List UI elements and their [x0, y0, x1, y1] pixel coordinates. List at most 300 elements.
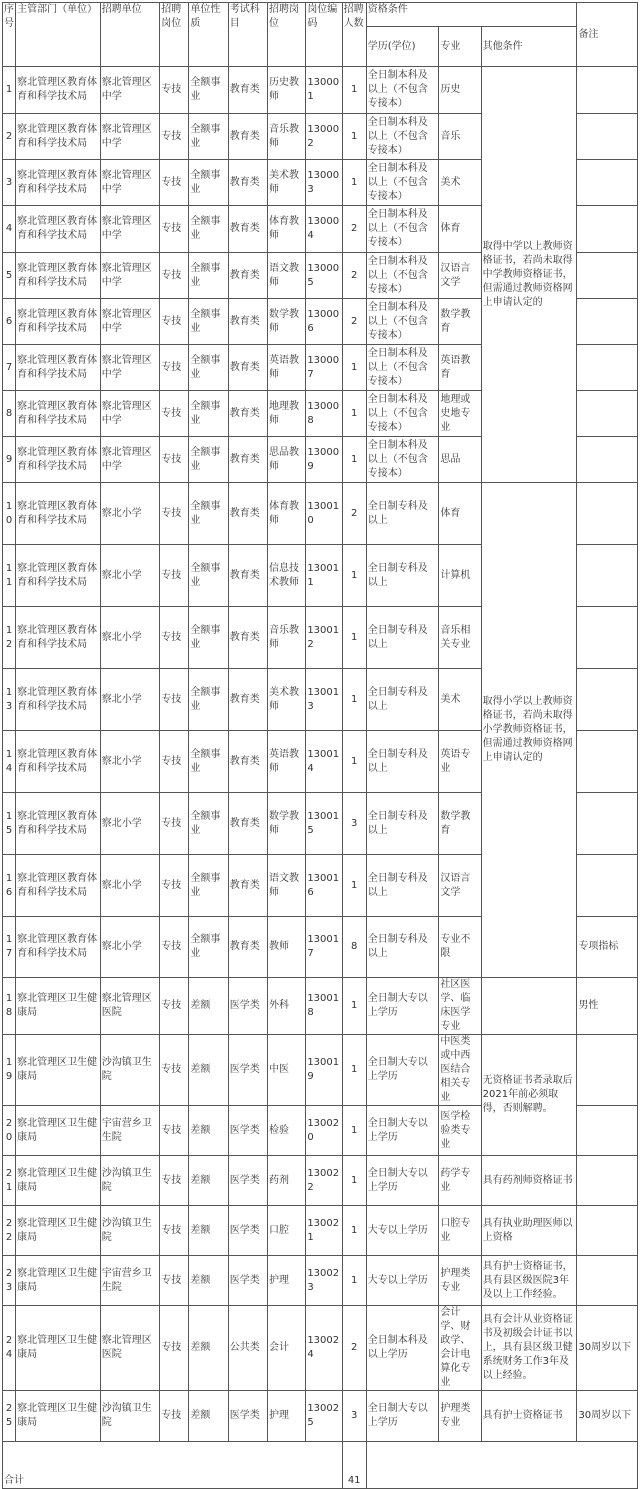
cell-unit: 宇宙营乡卫生院 [100, 1256, 159, 1306]
cell-seq: 20 [3, 1106, 16, 1156]
cell-major: 英语教育 [439, 345, 481, 391]
cell-dept: 察北管理区教育体育和科学技术局 [16, 67, 101, 114]
cell-note: 30周岁以下 [577, 1391, 638, 1442]
cell-major: 计算机 [439, 545, 481, 607]
cell-count: 1 [342, 437, 366, 483]
cell-subject: 医学类 [228, 1156, 267, 1206]
cell-type: 专技 [160, 917, 189, 978]
cell-major: 社区医学、临床医学专业 [439, 978, 481, 1035]
cell-subject: 教育类 [228, 607, 267, 669]
cell-unit: 察北管理区中学 [100, 114, 159, 160]
cell-count: 1 [342, 978, 366, 1035]
cell-unit: 察北管理区中学 [100, 345, 159, 391]
cell-code: 130014 [306, 731, 342, 793]
cell-major: 汉语言文学 [439, 855, 481, 917]
cell-nature: 全额事业 [189, 67, 228, 114]
table-row [3, 67, 638, 114]
cell-edu: 全日制专科及以上 [366, 545, 439, 607]
cell-type: 专技 [160, 669, 189, 731]
cell-edu: 全日制专科及以上 [366, 793, 439, 855]
cell-other-conditions: 具有护士资格证书 [481, 1391, 577, 1442]
cell-type: 专技 [160, 437, 189, 483]
cell-edu: 全日制本科及以上（不包含专接本） [366, 437, 439, 483]
cell-type: 专技 [160, 607, 189, 669]
cell-post: 英语教师 [268, 731, 306, 793]
cell-seq: 23 [3, 1256, 16, 1306]
cell-code: 130013 [306, 669, 342, 731]
total-label: 合计 [3, 1442, 343, 1489]
cell-count: 3 [342, 1391, 366, 1442]
cell-unit: 沙沟镇卫生院 [100, 1391, 159, 1442]
table-row [3, 1206, 638, 1256]
cell-unit: 察北管理区中学 [100, 160, 159, 206]
cell-type: 专技 [160, 1035, 189, 1106]
cell-unit: 察北小学 [100, 731, 159, 793]
cell-subject: 医学类 [228, 1391, 267, 1442]
cell-edu: 全日制本科及以上（不包含专接本） [366, 391, 439, 437]
cell-note [577, 1256, 638, 1306]
cell-nature: 全额事业 [189, 253, 228, 299]
table-row [3, 1391, 638, 1442]
cell-subject: 教育类 [228, 437, 267, 483]
cell-nature: 全额事业 [189, 299, 228, 345]
cell-nature: 全额事业 [189, 793, 228, 855]
cell-subject: 教育类 [228, 483, 267, 545]
cell-type: 专技 [160, 67, 189, 114]
cell-nature: 全额事业 [189, 437, 228, 483]
cell-count: 1 [342, 1206, 366, 1256]
cell-dept: 察北管理区教育体育和科学技术局 [16, 545, 101, 607]
cell-nature: 全额事业 [189, 917, 228, 978]
cell-nature: 全额事业 [189, 345, 228, 391]
cell-seq: 9 [3, 437, 16, 483]
cell-dept: 察北管理区教育体育和科学技术局 [16, 206, 101, 253]
cell-edu: 全日制本科及以上（不包含专接本） [366, 114, 439, 160]
cell-code: 130008 [306, 391, 342, 437]
cell-post: 护理 [268, 1256, 306, 1306]
cell-post: 音乐教师 [268, 607, 306, 669]
cell-major: 美术 [439, 160, 481, 206]
header-edu: 学历(学位) [366, 27, 439, 67]
cell-code: 130005 [306, 253, 342, 299]
cell-dept: 察北管理区卫生健康局 [16, 1256, 101, 1306]
cell-seq: 21 [3, 1156, 16, 1206]
cell-post: 体育教师 [268, 206, 306, 253]
cell-note [577, 669, 638, 731]
cell-major: 数学教育 [439, 299, 481, 345]
cell-code: 130009 [306, 437, 342, 483]
cell-subject: 教育类 [228, 669, 267, 731]
cell-code: 130001 [306, 67, 342, 114]
cell-dept: 察北管理区教育体育和科学技术局 [16, 483, 101, 545]
cell-type: 专技 [160, 545, 189, 607]
cell-type: 专技 [160, 1106, 189, 1156]
cell-code: 130023 [306, 1256, 342, 1306]
cell-dept: 察北管理区教育体育和科学技术局 [16, 299, 101, 345]
cell-nature: 全额事业 [189, 114, 228, 160]
header-subject: 考试科目 [228, 3, 267, 67]
cell-post: 语文教师 [268, 855, 306, 917]
cell-major: 美术 [439, 669, 481, 731]
cell-seq: 24 [3, 1306, 16, 1391]
cell-edu: 大专以上学历 [366, 1256, 439, 1306]
cell-type: 专技 [160, 1391, 189, 1442]
cell-nature: 差额 [189, 1306, 228, 1391]
cell-dept: 察北管理区教育体育和科学技术局 [16, 391, 101, 437]
cell-unit: 察北管理区中学 [100, 299, 159, 345]
cell-unit: 察北管理区中学 [100, 206, 159, 253]
cell-subject: 教育类 [228, 731, 267, 793]
cell-edu: 全日制专科及以上 [366, 731, 439, 793]
cell-count: 1 [342, 1156, 366, 1206]
cell-unit: 察北管理区中学 [100, 391, 159, 437]
cell-edu: 全日制专科及以上 [366, 917, 439, 978]
header-qualifications: 资格条件 [366, 3, 577, 27]
cell-note [577, 67, 638, 114]
cell-code: 130022 [306, 1156, 342, 1206]
cell-count: 2 [342, 1306, 366, 1391]
cell-edu: 全日制大专以上学历 [366, 1035, 439, 1106]
cell-seq: 13 [3, 669, 16, 731]
cell-post: 历史教师 [268, 67, 306, 114]
cell-code: 130024 [306, 1306, 342, 1391]
cell-unit: 沙沟镇卫生院 [100, 1156, 159, 1206]
header-major: 专业 [439, 27, 481, 67]
cell-count: 1 [342, 731, 366, 793]
header-post-type: 招聘岗位 [160, 3, 189, 67]
cell-subject: 教育类 [228, 160, 267, 206]
cell-seq: 25 [3, 1391, 16, 1442]
cell-dept: 察北管理区卫生健康局 [16, 1156, 101, 1206]
cell-dept: 察北管理区教育体育和科学技术局 [16, 917, 101, 978]
cell-count: 2 [342, 299, 366, 345]
cell-major: 会计学、财政学、会计电算化专业 [439, 1306, 481, 1391]
cell-unit: 沙沟镇卫生院 [100, 1206, 159, 1256]
cell-count: 1 [342, 855, 366, 917]
cell-seq: 2 [3, 114, 16, 160]
cell-note [577, 114, 638, 160]
cell-nature: 全额事业 [189, 855, 228, 917]
cell-edu: 全日制专科及以上 [366, 607, 439, 669]
cell-subject: 教育类 [228, 793, 267, 855]
cell-note: 30周岁以下 [577, 1306, 638, 1391]
total-row [3, 1442, 638, 1489]
cell-unit: 察北管理区中学 [100, 67, 159, 114]
cell-count: 1 [342, 545, 366, 607]
cell-dept: 察北管理区教育体育和科学技术局 [16, 437, 101, 483]
cell-count: 1 [342, 160, 366, 206]
cell-unit: 察北小学 [100, 917, 159, 978]
cell-subject: 教育类 [228, 299, 267, 345]
cell-unit: 察北小学 [100, 669, 159, 731]
cell-edu: 全日制大专以上学历 [366, 1391, 439, 1442]
cell-code: 130017 [306, 917, 342, 978]
cell-type: 专技 [160, 299, 189, 345]
cell-edu: 全日制本科及以上（不包含专接本） [366, 253, 439, 299]
cell-type: 专技 [160, 1206, 189, 1256]
cell-note [577, 731, 638, 793]
cell-code: 130020 [306, 1106, 342, 1156]
cell-post: 口腔 [268, 1206, 306, 1256]
cell-dept: 察北管理区教育体育和科学技术局 [16, 855, 101, 917]
cell-major: 思品 [439, 437, 481, 483]
cell-note [577, 1106, 638, 1156]
table-row [3, 978, 638, 1035]
cell-post: 体育教师 [268, 483, 306, 545]
cell-count: 2 [342, 483, 366, 545]
header-seq: 序号 [3, 3, 16, 67]
cell-seq: 22 [3, 1206, 16, 1256]
cell-dept: 察北管理区卫生健康局 [16, 1391, 101, 1442]
cell-unit: 察北小学 [100, 607, 159, 669]
cell-subject: 教育类 [228, 391, 267, 437]
cell-seq: 18 [3, 978, 16, 1035]
cell-major: 中医类或中西医结合相关专业 [439, 1035, 481, 1106]
cell-code: 130018 [306, 978, 342, 1035]
cell-type: 专技 [160, 391, 189, 437]
cell-edu: 大专以上学历 [366, 1206, 439, 1256]
cell-post: 会计 [268, 1306, 306, 1391]
cell-nature: 全额事业 [189, 160, 228, 206]
cell-major: 地理或史地专业 [439, 391, 481, 437]
cell-edu: 全日制专科及以上 [366, 483, 439, 545]
cell-note [577, 545, 638, 607]
cell-nature: 全额事业 [189, 607, 228, 669]
cell-unit: 察北小学 [100, 793, 159, 855]
cell-other-conditions: 具有执业助理医师以上资格 [481, 1206, 577, 1256]
cell-major: 药学专业 [439, 1156, 481, 1206]
cell-count: 1 [342, 607, 366, 669]
table-row [3, 1256, 638, 1306]
cell-major: 专业不限 [439, 917, 481, 978]
table-row [3, 1035, 638, 1106]
cell-other-conditions: 具有护士资格证书，具有县区级医院3年及以上工作经验。 [481, 1256, 577, 1306]
cell-edu: 全日制本科及以上（不包含专接本） [366, 67, 439, 114]
cell-post: 护理 [268, 1391, 306, 1442]
cell-post: 地理教师 [268, 391, 306, 437]
cell-note [577, 391, 638, 437]
cell-post: 中医 [268, 1035, 306, 1106]
cell-nature: 全额事业 [189, 669, 228, 731]
cell-code: 130016 [306, 855, 342, 917]
header-count: 招聘人数 [342, 3, 366, 67]
cell-code: 130007 [306, 345, 342, 391]
cell-code: 130025 [306, 1391, 342, 1442]
cell-post: 美术教师 [268, 160, 306, 206]
cell-subject: 医学类 [228, 1256, 267, 1306]
cell-note: 专项指标 [577, 917, 638, 978]
cell-type: 专技 [160, 731, 189, 793]
header-other: 其他条件 [481, 27, 577, 67]
cell-dept: 察北管理区卫生健康局 [16, 1206, 101, 1256]
cell-edu: 全日制本科及以上学历 [366, 1306, 439, 1391]
cell-code: 130010 [306, 483, 342, 545]
cell-major: 医学检验类专业 [439, 1106, 481, 1156]
cell-code: 130002 [306, 114, 342, 160]
cell-nature: 差额 [189, 1156, 228, 1206]
cell-other-conditions: 取得小学以上教师资格证书，若尚未取得小学教师资格证书，但需通过教师资格网上申请认定的 [481, 483, 577, 978]
cell-post: 外科 [268, 978, 306, 1035]
cell-major: 汉语言文学 [439, 253, 481, 299]
cell-seq: 7 [3, 345, 16, 391]
cell-post: 数学教师 [268, 299, 306, 345]
cell-dept: 察北管理区教育体育和科学技术局 [16, 114, 101, 160]
cell-count: 1 [342, 1106, 366, 1156]
cell-subject: 教育类 [228, 206, 267, 253]
cell-unit: 沙沟镇卫生院 [100, 1035, 159, 1106]
header-unit: 招聘单位 [100, 3, 159, 67]
cell-subject: 医学类 [228, 1206, 267, 1256]
cell-note [577, 160, 638, 206]
cell-count: 1 [342, 67, 366, 114]
cell-subject: 教育类 [228, 545, 267, 607]
cell-dept: 察北管理区卫生健康局 [16, 978, 101, 1035]
cell-major: 音乐 [439, 114, 481, 160]
cell-type: 专技 [160, 483, 189, 545]
cell-nature: 差额 [189, 1035, 228, 1106]
cell-subject: 教育类 [228, 855, 267, 917]
cell-seq: 17 [3, 917, 16, 978]
cell-subject: 教育类 [228, 917, 267, 978]
cell-nature: 差额 [189, 1391, 228, 1442]
cell-dept: 察北管理区教育体育和科学技术局 [16, 607, 101, 669]
cell-type: 专技 [160, 978, 189, 1035]
cell-subject: 教育类 [228, 345, 267, 391]
cell-major: 历史 [439, 67, 481, 114]
cell-post: 信息技术教师 [268, 545, 306, 607]
cell-unit: 察北管理区中学 [100, 437, 159, 483]
cell-seq: 10 [3, 483, 16, 545]
cell-count: 1 [342, 391, 366, 437]
recruitment-table [2, 2, 638, 1489]
cell-dept: 察北管理区教育体育和科学技术局 [16, 160, 101, 206]
cell-unit: 察北小学 [100, 483, 159, 545]
cell-unit: 察北管理区医院 [100, 978, 159, 1035]
cell-post: 语文教师 [268, 253, 306, 299]
cell-unit: 察北小学 [100, 545, 159, 607]
cell-nature: 全额事业 [189, 391, 228, 437]
cell-seq: 16 [3, 855, 16, 917]
cell-major: 护理类专业 [439, 1256, 481, 1306]
cell-other-conditions [481, 978, 577, 1035]
header-note: 备注 [577, 3, 638, 67]
cell-seq: 6 [3, 299, 16, 345]
cell-post: 数学教师 [268, 793, 306, 855]
cell-seq: 15 [3, 793, 16, 855]
cell-note [577, 1206, 638, 1256]
cell-count: 1 [342, 1256, 366, 1306]
table-row [3, 483, 638, 545]
header-nature: 单位性质 [189, 3, 228, 67]
cell-post: 药剂 [268, 1156, 306, 1206]
cell-major: 体育 [439, 206, 481, 253]
cell-nature: 全额事业 [189, 731, 228, 793]
cell-post: 检验 [268, 1106, 306, 1156]
cell-subject: 教育类 [228, 253, 267, 299]
cell-post: 教师 [268, 917, 306, 978]
cell-nature: 差额 [189, 978, 228, 1035]
cell-dept: 察北管理区卫生健康局 [16, 1035, 101, 1106]
header-code: 岗位编码 [306, 3, 342, 67]
cell-major: 音乐相关专业 [439, 607, 481, 669]
cell-major: 护理类专业 [439, 1391, 481, 1442]
cell-type: 专技 [160, 1256, 189, 1306]
cell-subject: 教育类 [228, 114, 267, 160]
cell-seq: 4 [3, 206, 16, 253]
cell-edu: 全日制本科及以上（不包含专接本） [366, 299, 439, 345]
cell-dept: 察北管理区教育体育和科学技术局 [16, 731, 101, 793]
header-dept: 主管部门（单位） [16, 3, 101, 67]
cell-note [577, 253, 638, 299]
cell-edu: 全日制本科及以上（不包含专接本） [366, 345, 439, 391]
cell-note [577, 206, 638, 253]
cell-major: 英语专业 [439, 731, 481, 793]
cell-type: 专技 [160, 345, 189, 391]
cell-code: 130021 [306, 1206, 342, 1256]
cell-nature: 差额 [189, 1106, 228, 1156]
cell-major: 体育 [439, 483, 481, 545]
cell-subject: 医学类 [228, 978, 267, 1035]
cell-nature: 全额事业 [189, 483, 228, 545]
cell-subject: 公共类 [228, 1306, 267, 1391]
cell-seq: 11 [3, 545, 16, 607]
cell-seq: 8 [3, 391, 16, 437]
cell-dept: 察北管理区教育体育和科学技术局 [16, 345, 101, 391]
cell-count: 1 [342, 114, 366, 160]
cell-unit: 察北管理区医院 [100, 1306, 159, 1391]
cell-count: 8 [342, 917, 366, 978]
cell-subject: 医学类 [228, 1106, 267, 1156]
cell-post: 音乐教师 [268, 114, 306, 160]
cell-post: 美术教师 [268, 669, 306, 731]
cell-code: 130012 [306, 607, 342, 669]
cell-note [577, 1035, 638, 1106]
cell-subject: 教育类 [228, 67, 267, 114]
cell-count: 2 [342, 206, 366, 253]
cell-edu: 全日制大专以上学历 [366, 978, 439, 1035]
cell-note [577, 437, 638, 483]
table-row [3, 1156, 638, 1206]
cell-other-conditions: 具有会计从业资格证书及初级会计证书以上，具有县区级卫健系统财务工作3年及以上经验。 [481, 1306, 577, 1391]
cell-edu: 全日制本科及以上（不包含专接本） [366, 160, 439, 206]
cell-seq: 1 [3, 67, 16, 114]
cell-major: 数学教育 [439, 793, 481, 855]
cell-count: 2 [342, 253, 366, 299]
cell-note: 男性 [577, 978, 638, 1035]
cell-dept: 察北管理区卫生健康局 [16, 1306, 101, 1391]
cell-seq: 3 [3, 160, 16, 206]
cell-note [577, 793, 638, 855]
cell-edu: 全日制大专以上学历 [366, 1106, 439, 1156]
cell-count: 1 [342, 669, 366, 731]
cell-note [577, 607, 638, 669]
cell-note [577, 1156, 638, 1206]
cell-seq: 19 [3, 1035, 16, 1106]
cell-code: 130004 [306, 206, 342, 253]
cell-note [577, 299, 638, 345]
cell-other-conditions: 具有药剂师资格证书 [481, 1156, 577, 1206]
cell-note [577, 483, 638, 545]
cell-type: 专技 [160, 855, 189, 917]
cell-edu: 全日制专科及以上 [366, 855, 439, 917]
cell-type: 专技 [160, 793, 189, 855]
cell-count: 1 [342, 345, 366, 391]
cell-nature: 全额事业 [189, 545, 228, 607]
cell-count: 1 [342, 1035, 366, 1106]
cell-major: 口腔专业 [439, 1206, 481, 1256]
cell-type: 专技 [160, 114, 189, 160]
cell-edu: 全日制专科及以上 [366, 669, 439, 731]
